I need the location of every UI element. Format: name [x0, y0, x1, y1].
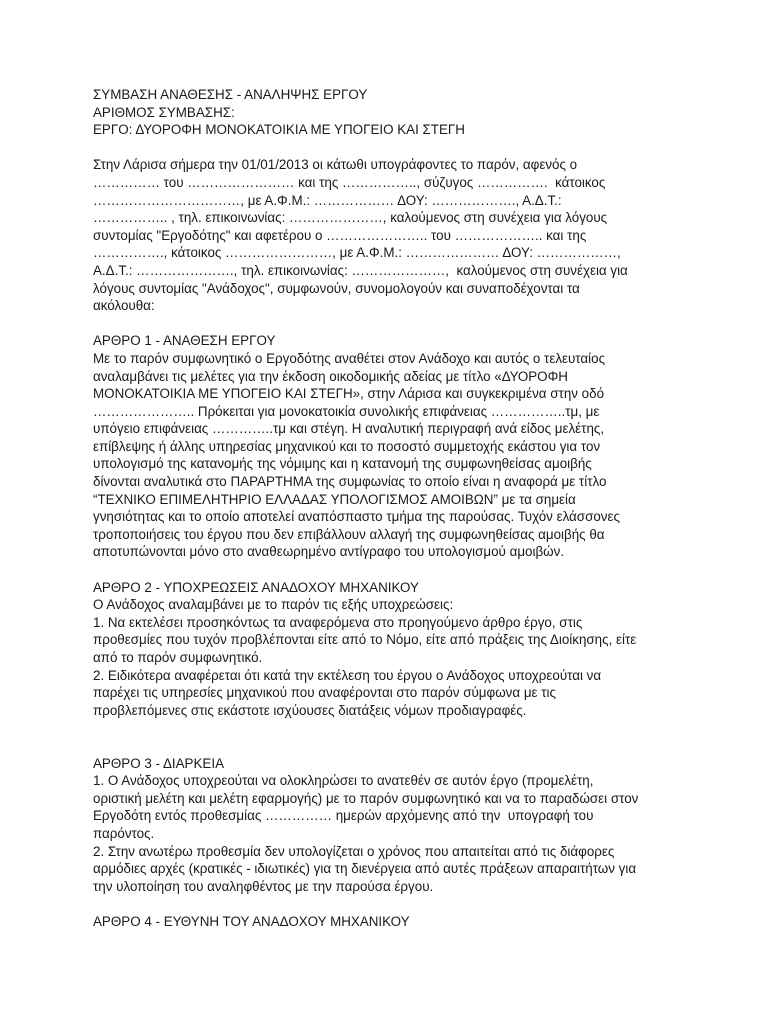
intro-paragraph: [93, 156, 675, 314]
text-line: Α.Δ.Τ.: …………………., τηλ. επικοινωνίας: …………………, καλούμενος στη συνέχεια για: [93, 262, 628, 278]
article-heading: ΑΡΘΡΟ 4 - ΕΥΘΥΝΗ ΤΟΥ ΑΝΑΔΟΧΟΥ ΜΗΧΑΝΙΚΟΥ: [93, 913, 410, 929]
text-line: Στην Λάρισα σήμερα την 01/01/2013 οι κάτωθι υπογράφοντες το παρόν, αφενός ο: [93, 157, 578, 173]
contract-header: [93, 86, 675, 139]
text-line: ακόλουθα:: [93, 298, 155, 314]
spacer: [93, 139, 675, 157]
text-line: επίβλεψης ή άλλης υπηρεσίας μηχανικού και το ποσοστό συμμετοχής εκάστου για τον: [93, 438, 601, 454]
spacer: [93, 719, 675, 754]
spacer: [93, 895, 675, 913]
text-line: “ΤΕΧΝΙΚΟ ΕΠΙΜΕΛΗΤΗΡΙΟ ΕΛΛΑΔΑΣ ΥΠΟΛΟΓΙΣΜΟΣ ΑΜΟΙΒΩΝ” με τα σημεία: [93, 491, 576, 507]
text-line: …………….. , τηλ. επικοινωνίας: …………………, καλούμενος στη συνέχεια για λόγους: [93, 210, 608, 226]
text-line: αναλαμβάνει τις μελέτες για την έκδοση οικοδομικής αδείας με τίτλο «ΔΥΟΡΟΦΗ: [93, 368, 568, 384]
text-line: Ο Ανάδοχος αναλαμβάνει με το παρόν τις εξής υποχρεώσεις:: [93, 597, 454, 613]
text-line: από το παρόν συμφωνητικό.: [93, 650, 263, 665]
text-line: οριστική μελέτη και μελέτη εφαρμογής) με το παρόν συμφωνητικό και να το παραδώσει στον: [93, 790, 639, 806]
text-line: την υλοποίηση του αναληφθέντος με την παρούσα έργου.: [93, 878, 434, 894]
article-heading: ΑΡΘΡΟ 3 - ΔΙΑΡΚΕΙΑ: [93, 755, 224, 771]
text-line: τροποποιήσεις του έργου που δεν επιβάλλουν αλλαγή της συμφωνηθείσας αμοιβής θα: [93, 526, 605, 542]
text-line: συντομίας "Εργοδότης" και αφετέρου ο ………………….. του ……………….. και της: [93, 227, 587, 243]
text-line: ΜΟΝΟΚΑΤΟΙΚΙΑ ΜΕ ΥΠΟΓΕΙΟ ΚΑΙ ΣΤΕΓΗ», στην Λάρισα και συγκεκριμένα στην οδό: [93, 386, 605, 402]
contract-number: ΑΡΙΘΜΟΣ ΣΥΜΒΑΣΗΣ:: [93, 104, 235, 120]
text-line: αρμόδιες αρχές (κρατικές - ιδιωτικές) για τη διενέργεια από αυτές πράξεων απαραιτήτων για: [93, 861, 637, 877]
text-line: ………………….. Πρόκειται για μονοκατοικία συνολικής επιφάνειας ……………..τμ, με: [93, 403, 600, 419]
text-line: 1. Ο Ανάδοχος υποχρεούται να ολοκληρώσει το ανατεθέν σε αυτόν έργο (προμελέτη,: [93, 773, 594, 789]
text-line: ……………………………, με Α.Φ.Μ.: ……………… ΔΟΥ: ………………., Α.Δ.Τ.:: [93, 192, 562, 208]
text-line: προβλεπόμενες στις εκάστοτε ισχύουσες διατάξεις νόμων προδιαγραφές.: [93, 702, 527, 718]
article-4: [93, 913, 675, 931]
document-page: [93, 86, 675, 931]
text-line: γνησιότητας και το οποίο αποτελεί αναπόσπαστο τμήμα της παρούσας. Τυχόν ελάσσονες: [93, 509, 620, 525]
text-line: λόγους συντομίας "Ανάδοχος", συμφωνούν, συνομολογούν και συναποδέχονται τα: [93, 280, 580, 296]
text-line: 2. Στην ανωτέρω προθεσμία δεν υπολογίζεται ο χρόνος που απαιτείται από τις διάφορες: [93, 843, 615, 859]
text-line: …………… του …………………… και της …………….., σύζυγος ……………. κάτοικος: [93, 174, 606, 190]
spacer: [93, 561, 675, 579]
article-2: [93, 579, 675, 720]
text-line: ……………., κάτοικος ……………………, με Α.Φ.Μ.: ………………… ΔΟΥ: ………………,: [93, 245, 621, 261]
spacer: [93, 315, 675, 333]
text-line: προθεσμίες που τυχόν προβλέπονται είτε από το Νόμο, είτε από πράξεις της Διοίκησης, είτε: [93, 632, 637, 648]
text-line: παρέχει τις υπηρεσίες μηχανικού που αναφέρονται στο παρόν σύμφωνα με τις: [93, 685, 556, 701]
project-title: ΕΡΓΟ: ΔΥΟΡΟΦΗ ΜΟΝΟΚΑΤΟΙΚΙΑ ΜΕ ΥΠΟΓΕΙΟ ΚΑΙ ΣΤΕΓΗ: [93, 122, 465, 138]
article-1: [93, 332, 675, 561]
text-line: υπολογισμό της κατανομής της νόμιμης και η κατανομή της συμφωνηθείσας αμοιβής: [93, 456, 592, 472]
text-line: αποτυπώνονται μόνο στο αναθεωρημένο αντίγραφο του υπολογισμού αμοιβών.: [93, 544, 565, 560]
text-line: Με το παρόν συμφωνητικό ο Εργοδότης αναθέτει στον Ανάδοχο και αυτός ο τελευταίος: [93, 350, 606, 366]
text-line: παρόντος.: [93, 825, 155, 841]
article-3: [93, 755, 675, 896]
article-heading: ΑΡΘΡΟ 2 - ΥΠΟΧΡΕΩΣΕΙΣ ΑΝΑΔΟΧΟΥ ΜΗΧΑΝΙΚΟΥ: [93, 579, 419, 595]
text-line: υπόγειο επιφάνειας …………..τμ και στέγη. Η αναλυτική περιγραφή ανά είδος μελέτης,: [93, 421, 605, 437]
text-line: 2. Ειδικότερα αναφέρεται ότι κατά την εκτέλεση του έργου ο Ανάδοχος υποχρεούται να: [93, 667, 602, 683]
text-line: δίνονται αναλυτικά στο ΠΑΡΑΡΤΗΜΑ της συμφωνίας το οποίο είναι η αναφορά με τίτλο: [93, 474, 607, 490]
contract-title: ΣΥΜΒΑΣΗ ΑΝΑΘΕΣΗΣ - ΑΝΑΛΗΨΗΣ ΕΡΓΟΥ: [93, 87, 368, 102]
text-line: 1. Να εκτελέσει προσηκόντως τα αναφερόμενα στο προηγούμενο άρθρο έργο, στις: [93, 614, 583, 630]
article-heading: ΑΡΘΡΟ 1 - ΑΝΑΘΕΣΗ ΕΡΓΟΥ: [93, 333, 276, 349]
text-line: Εργοδότη εντός προθεσμίας …………… ημερών αρχόμενης από την υπογραφή του: [93, 808, 594, 824]
